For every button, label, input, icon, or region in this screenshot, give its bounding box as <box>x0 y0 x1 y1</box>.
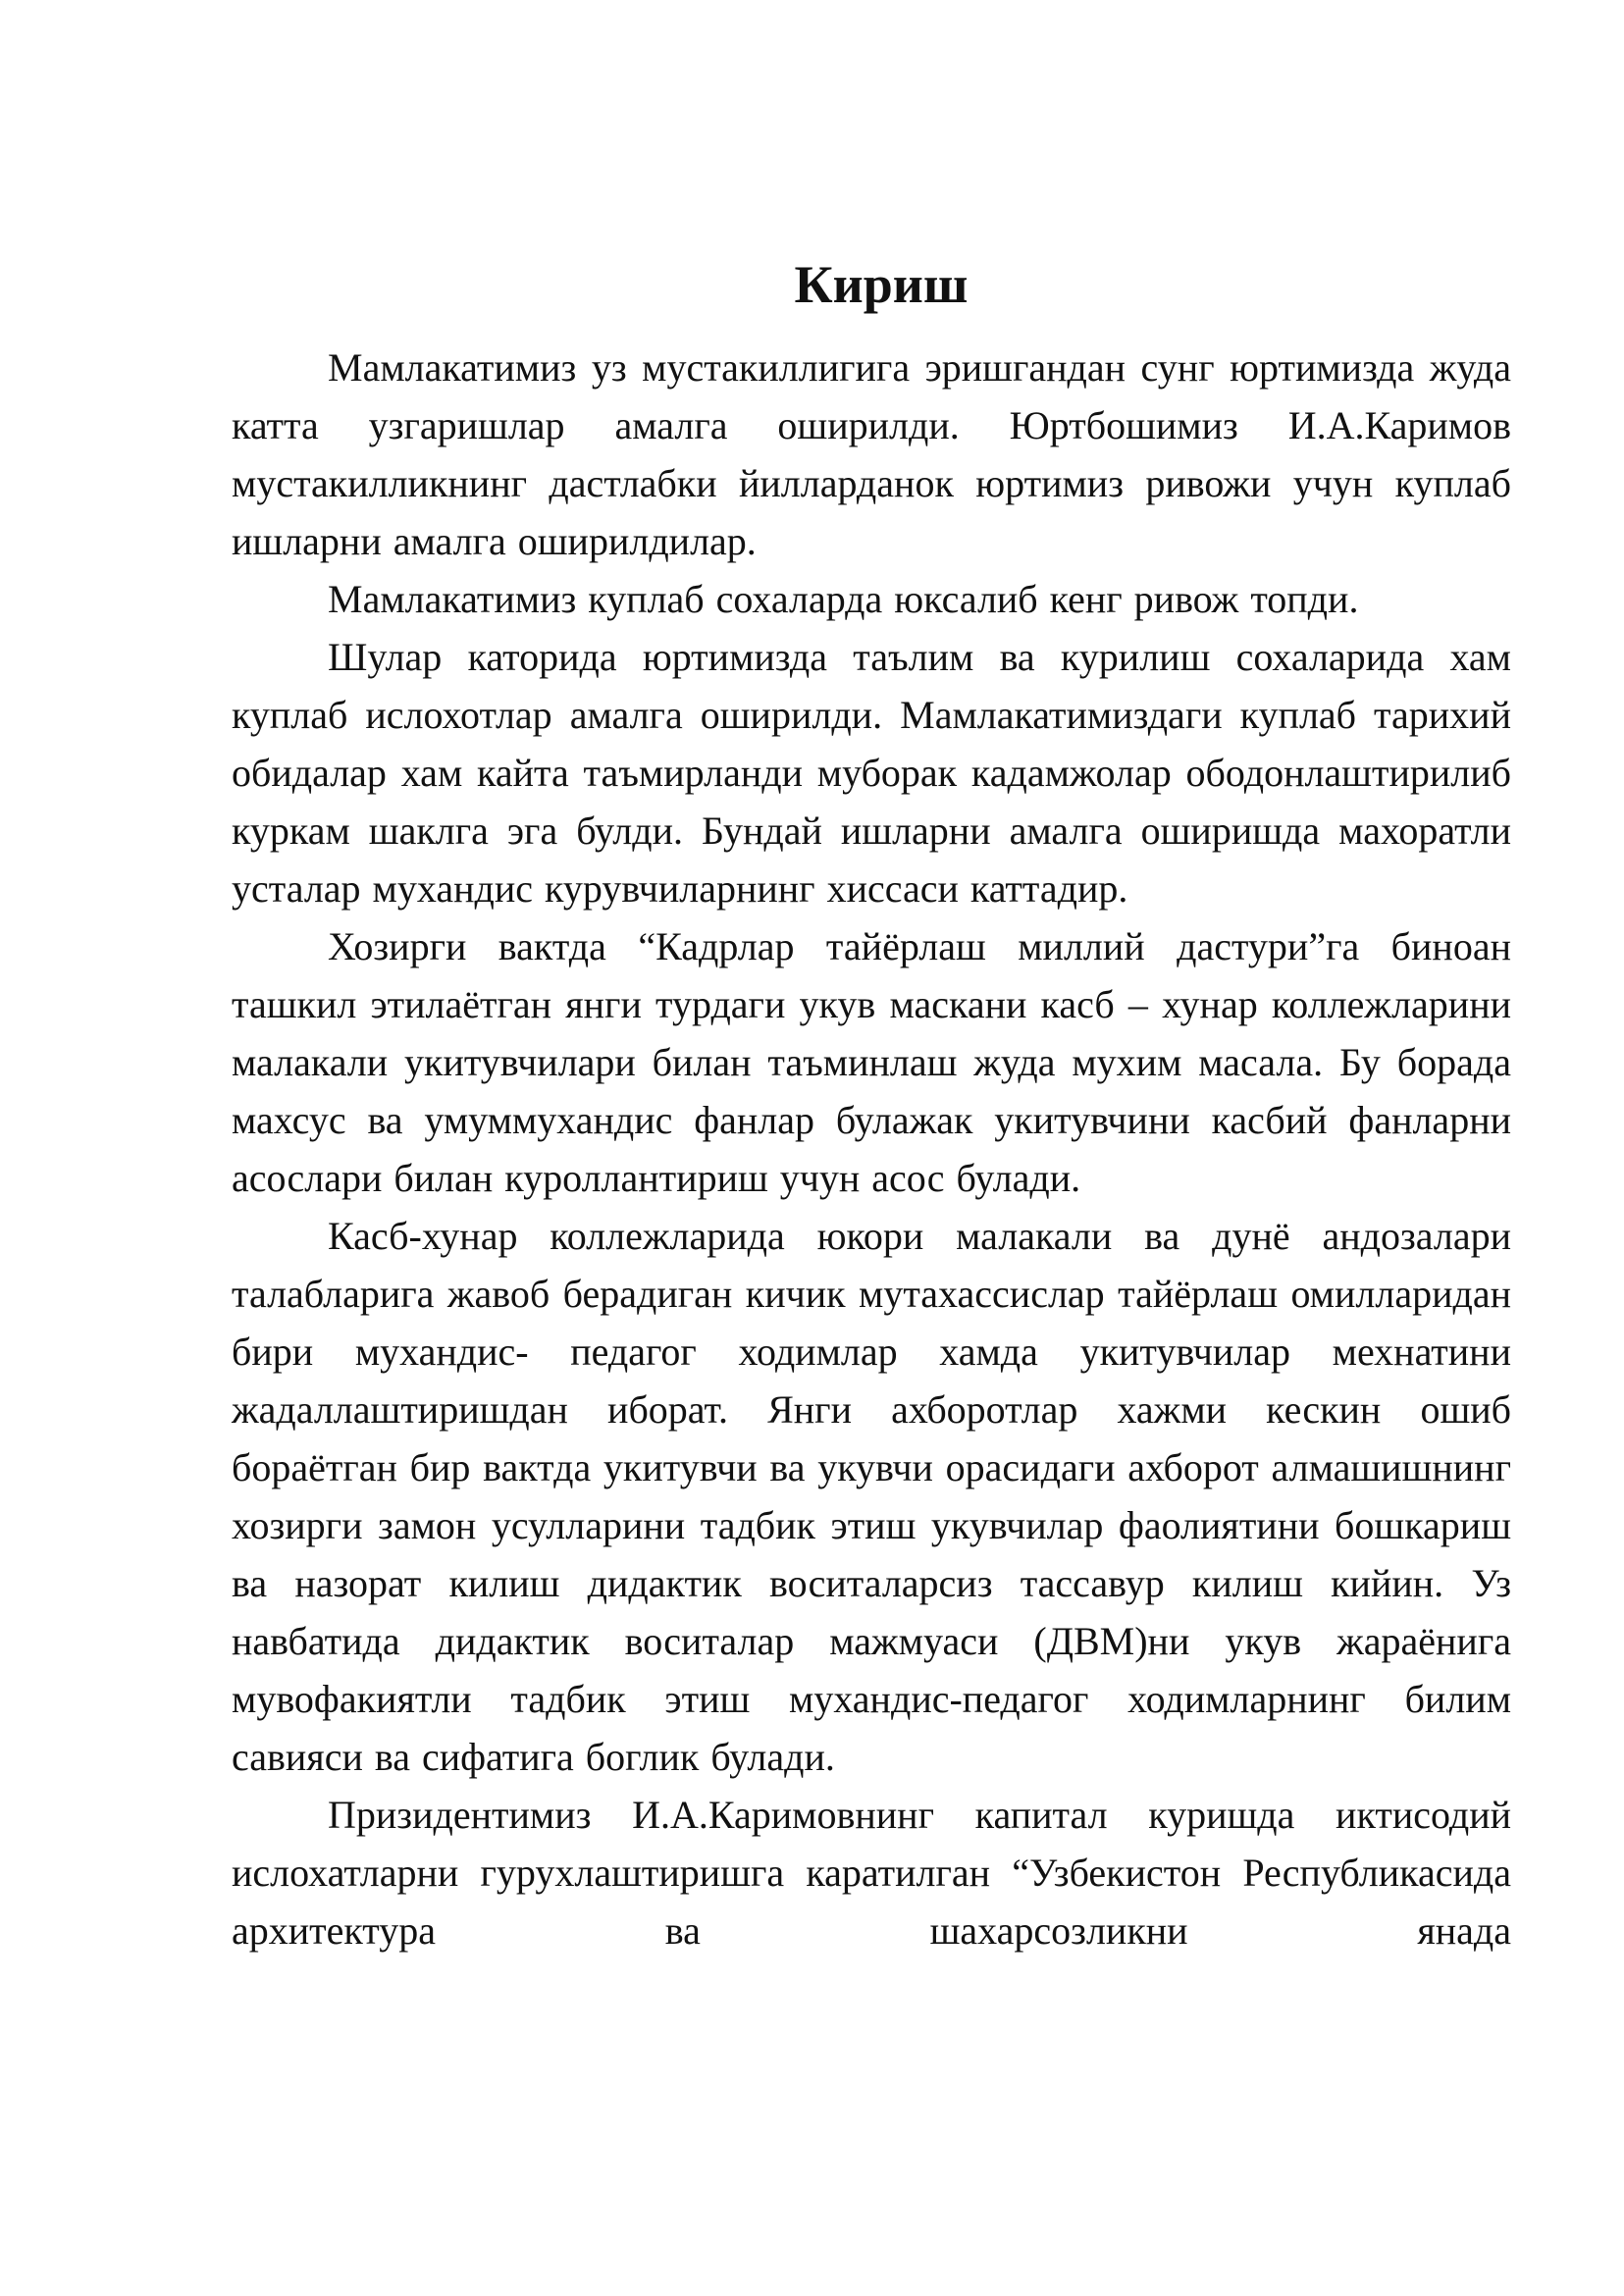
paragraph: Призидентимиз И.А.Каримовнинг капитал куришда иктисодий ислохатларни гурухлаштиришга каратилган “Узбекистон Республикасида архитектура ва шахарсозликни янада <box>232 1793 1511 1953</box>
paragraph: Мамлакатимиз куплаб сохаларда юксалиб кенг ривож топди. <box>328 577 1359 621</box>
paragraph: Мамлакатимиз уз мустакиллигига эришгандан сунг юртимизда жуда катта узгаришлар амалга оширилди. Юртбошимиз И.А.Каримов мустакилликнинг дастлабки йилларданок юртимиз ривожи учун куплаб ишларни амалга оширилдилар. <box>232 345 1511 563</box>
page-title: Кириш <box>794 255 969 314</box>
paragraph: Шулар каторида юртимизда таълим ва курилиш сохаларида хам куплаб ислохотлар амалга оширилди. Мамлакатимиздаги куплаб тарихий обидалар хам кайта таъмирланди муборак кадамжолар ободонлаштирилиб куркам шаклга эга булди. Бундай ишларни амалга оширишда махоратли усталар мухандис курувчиларнинг хиссаси каттадир. <box>232 635 1511 911</box>
paragraph: Касб-хунар коллежларида юкори малакали ва дунё андозалари талабларига жавоб берадиган кичик мутахассислар тайёрлаш омилларидан бири мухандис- педагог ходимлар хамда укитувчилар мехнатини жадаллаштиришдан иборат. Янги ахборотлар хажми кескин ошиб бораётган бир вактда укитувчи ва укувчи орасидаги ахборот алмашишнинг хозирги замон усулларини тадбик этиш укувчилар фаолиятини бошкариш ва назорат килиш дидактик воситаларсиз тассавур килиш кийин. Уз навбатида дидактик воситалар мажмуаси (ДВМ)ни укув жараёнига мувофакиятли тадбик этиш мухандис-педагог ходимларнинг билим савияси ва сифатига боглик булади. <box>232 1214 1511 1779</box>
document-body <box>232 250 1511 1959</box>
paragraph: Хозирги вактда “Кадрлар тайёрлаш миллий дастури”га биноан ташкил этилаётган янги турдаги укув маскани касб – хунар коллежларини малакали укитувчилари билан таъминлаш жуда мухим масала. Бу борада махсус ва умуммухандис фанлар булажак укитувчини касбий фанларни асослари билан куроллантириш учун асос булади. <box>232 924 1511 1200</box>
